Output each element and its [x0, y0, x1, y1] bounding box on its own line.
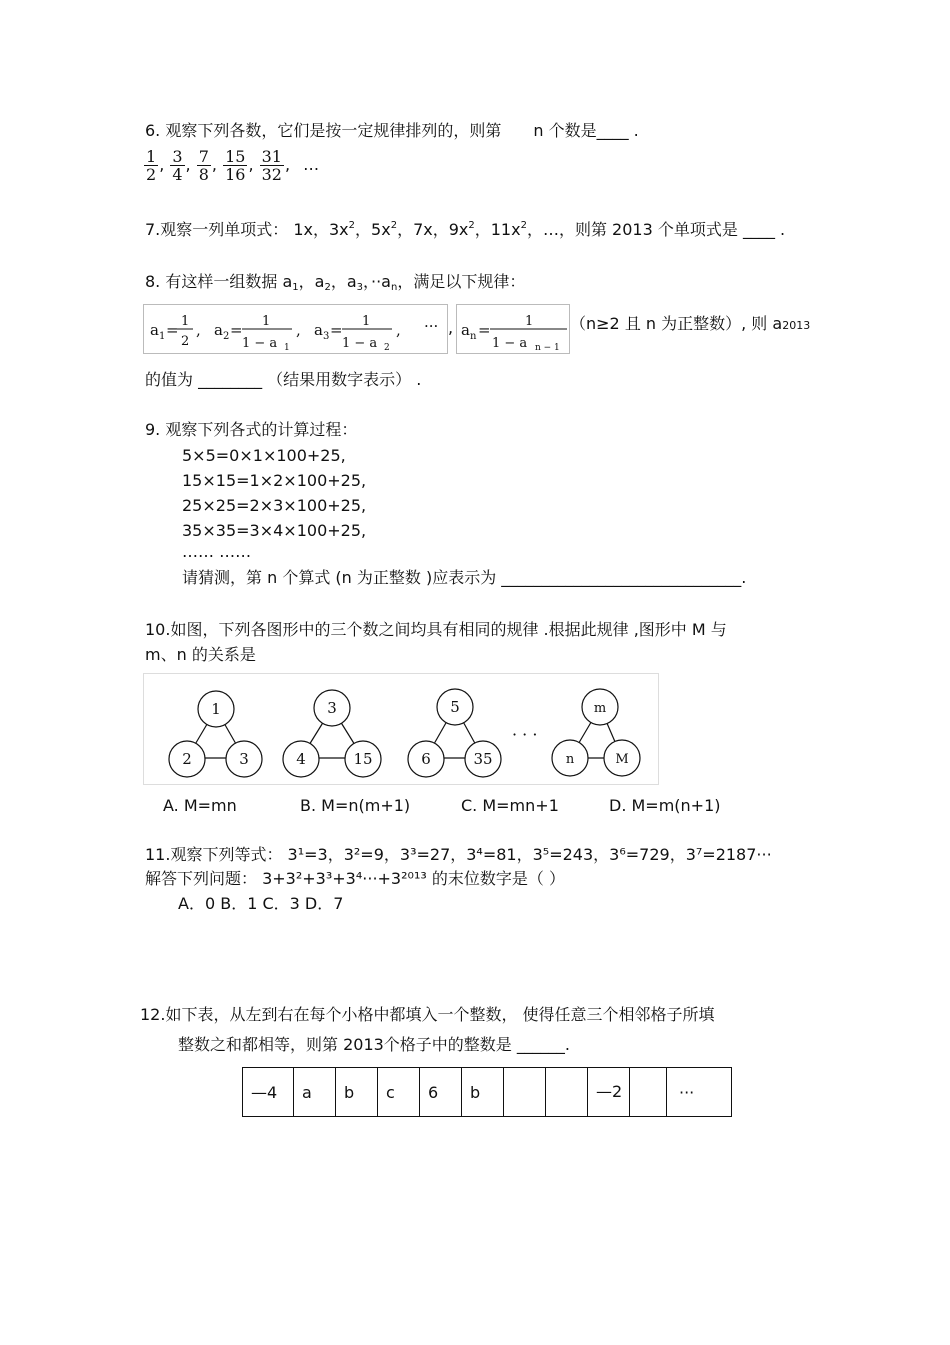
q12-line1: 12.如下表，从左到右在每个小格中都填入一个整数， 使得任意三个相邻格子所填 [140, 1005, 715, 1024]
grid-cell-8 [546, 1068, 588, 1117]
q7-text: 7.观察一列单项式： 1x，$3x^2$，$5x^2$，7x，$9x^2$，$11x^2$，…，则第 2013 个单项式是 ____ . [145, 220, 786, 239]
grid-cell-10 [630, 1068, 667, 1117]
q9-row-5: …… …… [182, 542, 252, 561]
q10-option-b: B. M=n(m+1) [300, 796, 411, 815]
q8-line1: 8. 有这样一组数据 $a_1$，$a_2$，$a_3$，$\cdot\cdot a_n$，满足以下规律： [145, 272, 526, 293]
q11-options: A．0 B．1 C．3 D．7 [178, 894, 344, 913]
comma-separator: , [448, 318, 454, 337]
fraction-5: $\frac{31}{32}$ [261, 147, 282, 184]
svg-text:1: 1 [362, 314, 371, 329]
grid-row [243, 1068, 732, 1117]
triangle-4 [552, 689, 640, 776]
fraction-2: $\frac{3}{4}$ [172, 147, 183, 184]
svg-text:1: 1 [181, 314, 190, 329]
svg-text:1: 1 [525, 314, 534, 329]
t1-left: 2 [182, 750, 192, 768]
svg-text:2: 2 [223, 331, 230, 342]
q8-condition: （n≥2 且 n 为正整数）, 则 a2013 [570, 314, 811, 333]
t4-left: n [565, 752, 575, 767]
svg-text:2: 2 [384, 343, 390, 353]
q9-row-3: 25×25=2×3×100+25, [182, 496, 367, 515]
svg-text:2: 2 [181, 334, 190, 349]
svg-text:,: , [396, 321, 401, 339]
t3-left: 6 [421, 750, 431, 768]
svg-text:,: , [296, 321, 301, 339]
fraction-4: $\frac{15}{16}$ [225, 147, 246, 184]
svg-text:=: = [330, 321, 343, 339]
q10-option-c: C. M=mn+1 [461, 796, 559, 815]
q8-line3: 的值为 ________ （结果用数字表示） . [145, 370, 422, 389]
grid-cell-2: a [294, 1068, 336, 1117]
grid-cell-7 [504, 1068, 546, 1117]
svg-text:a: a [461, 321, 470, 339]
ellipsis: … [303, 155, 320, 174]
q10-option-a: A. M=mn [163, 796, 237, 815]
recurrence-formula-box [143, 304, 448, 354]
svg-text:=: = [478, 321, 491, 339]
t3-right: 35 [473, 750, 493, 768]
fraction-3: $\frac{7}{8}$ [198, 147, 209, 184]
t4-top: m [593, 701, 607, 716]
q9-row-4: 35×35=3×4×100+25, [182, 521, 367, 540]
q10-option-d: D. M=m(n+1) [609, 796, 721, 815]
q9-row-1: 5×5=0×1×100+25, [182, 446, 346, 465]
svg-text:a: a [214, 321, 223, 339]
svg-text:a: a [314, 321, 323, 339]
q10-line2: m、n 的关系是 [145, 645, 256, 664]
svg-text:n: n [470, 331, 477, 342]
q12-line2: 整数之和都相等，则第 2013个格子中的整数是 ______. [178, 1035, 570, 1054]
grid-cell-11: ··· [667, 1068, 732, 1117]
t2-right: 15 [353, 750, 373, 768]
grid-cell-4: c [378, 1068, 420, 1117]
t1-top: 1 [211, 700, 221, 718]
svg-text:···: ··· [424, 317, 439, 335]
q6-text: 6. 观察下列各数，它们是按一定规律排列的，则第 n 个数是____ . [145, 121, 639, 140]
q6-fraction-list: $\frac{1}{2}$ , $\frac{3}{4}$ , $\frac{7}{8}$ , $\frac{15}{16}$ , $\frac{31}{32}$ , … [146, 147, 320, 184]
grid-cell-9: —2 [588, 1068, 630, 1117]
t3-top: 5 [450, 698, 460, 716]
grid-cell-5: 6 [420, 1068, 462, 1117]
svg-text:,: , [196, 321, 201, 339]
svg-text:n − 1: n − 1 [535, 343, 560, 353]
svg-text:1: 1 [262, 314, 271, 329]
recurrence-formula [144, 305, 447, 353]
triangle-1 [169, 691, 262, 777]
q10-line1: 10.如图，下列各图形中的三个数之间均具有相同的规律 .根据此规律 ,图形中 M 与 [145, 620, 727, 639]
q9-title: 9. 观察下列各式的计算过程： [145, 420, 358, 439]
triangle-3 [408, 689, 501, 777]
q11-line1: 11.观察下列等式： 3¹=3，3²=9，3³=27，3⁴=81，3⁵=243，3⁶=729，3⁷=2187··· [145, 845, 772, 864]
svg-text:1: 1 [284, 343, 290, 353]
fraction-1: $\frac{1}{2}$ [146, 147, 157, 184]
triangle-figures [144, 674, 658, 784]
t4-right: M [615, 752, 629, 767]
q9-guess: 请猜测，第 n 个算式 (n 为正整数 )应表示为 ______________________________. [182, 568, 747, 587]
triangle-figure-box [143, 673, 659, 785]
grid-cell-6: b [462, 1068, 504, 1117]
grid-cell-1: —4 [243, 1068, 294, 1117]
t1-right: 3 [239, 750, 249, 768]
general-term-formula [457, 305, 569, 353]
svg-text:1 − a: 1 − a [242, 336, 278, 351]
grid-cell-3: b [336, 1068, 378, 1117]
q11-line2: 解答下列问题： 3+3²+3³+3⁴···+3²⁰¹³ 的末位数字是（ ） [145, 869, 565, 888]
triangle-2 [283, 690, 381, 777]
svg-text:=: = [230, 321, 243, 339]
svg-text:=: = [166, 321, 179, 339]
svg-text:3: 3 [323, 331, 330, 342]
svg-text:1 − a: 1 − a [492, 336, 528, 351]
svg-text:1 − a: 1 − a [342, 336, 378, 351]
dots: · · · [512, 725, 538, 744]
svg-text:a: a [150, 321, 159, 339]
t2-left: 4 [296, 750, 306, 768]
svg-text:1: 1 [159, 331, 166, 342]
general-term-box [456, 304, 570, 354]
number-grid [242, 1067, 732, 1117]
q9-row-2: 15×15=1×2×100+25, [182, 471, 367, 490]
t2-top: 3 [327, 699, 337, 717]
